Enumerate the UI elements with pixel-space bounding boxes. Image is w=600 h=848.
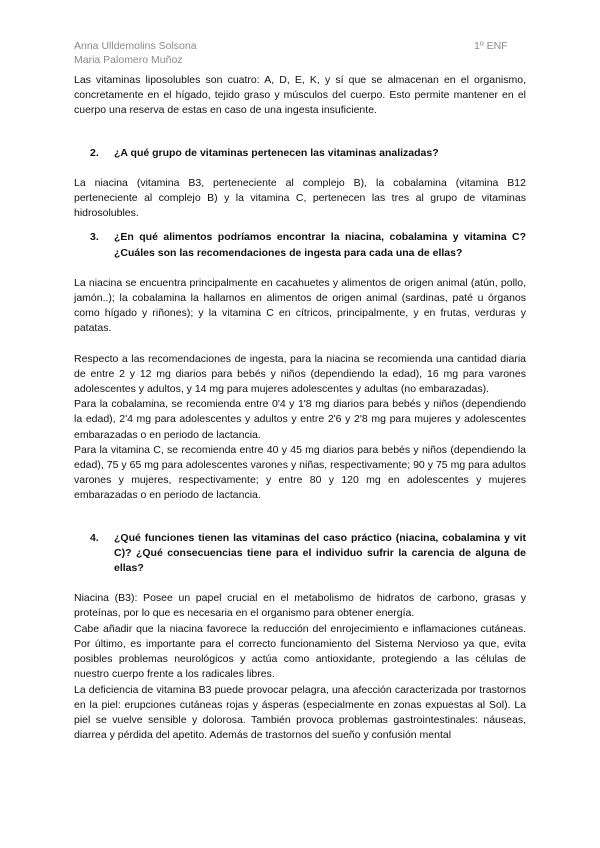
question-number: 3.: [90, 231, 99, 244]
answer-paragraph: Para la cobalamina, se recomienda entre 0'4 y 1'8 mg diarios para bebés y niños (dependiendo la edad), 2'4 mg para adolescentes y adultos y entre 2'6 y 2'8 mg para mujeres y adolescentes embarazadas o en periodo de lactancia.: [74, 398, 526, 441]
question-number: 4.: [90, 531, 99, 544]
answer-paragraph: Cabe añadir que la niacina favorece la reducción del enrojecimiento e inflamaciones cutáneas. Por último, es importante para el correcto funcionamiento del Sistema Nervioso ya que, evita posibles problemas neurológicos y actúa como antioxidante, protegiendo a las células de nuestro cuerpo frente a los radicales libres.: [74, 622, 526, 681]
author-name: Maria Palomero Muñoz: [74, 54, 183, 66]
question-text: ¿A qué grupo de vitaminas pertenecen las vitaminas analizadas?: [114, 146, 439, 159]
answer-paragraph: Niacina (B3): Posee un papel crucial en el metabolismo de hidratos de carbono, grasas y proteínas, por lo que es necesaria en el organismo para obtener energía.: [74, 592, 526, 620]
question-number: 2.: [90, 146, 99, 159]
author-name: Anna Ulldemolins Solsona: [74, 40, 197, 52]
document-body: [74, 73, 526, 743]
header-authors: [74, 39, 197, 67]
intro-paragraph: Las vitaminas liposolubles son cuatro: A, D, E, K, y sí que se almacenan en el organismo, concretamente en el hígado, tejido graso y músculos del cuerpo. Esto permite mantener en el cuerpo una reserva de estas en caso de una ingesta insuficiente.: [74, 74, 526, 117]
header-class-code: 1º ENF: [474, 40, 508, 52]
question-2: [74, 146, 526, 161]
answer-paragraph: Respecto a las recomendaciones de ingesta, para la niacina se recomienda una cantidad diaria de entre 2 y 12 mg diarios para bebés y niños (dependiendo la edad), 16 mg para varones adolescentes y adultos, y 14 mg para mujeres adolescentes y adultas (no embarazadas).: [74, 352, 526, 396]
answer-paragraph: La deficiencia de vitamina B3 puede provocar pelagra, una afección caracterizada por trastornos en la piel: erupciones cutáneas rojas y ásperas (especialmente en zonas expuestas al Sol). La piel se vuelve sensible y dolorosa. También provoca problemas gastrointestinales: náuseas, diarrea y pérdida del apetito. Además de trastornos del sueño y confusión mental: [74, 683, 526, 742]
question-text: ¿En qué alimentos podríamos encontrar la niacina, cobalamina y vitamina C? ¿Cuáles son las recomendaciones de ingesta para cada una de ellas?: [114, 231, 526, 259]
question-3: [74, 230, 526, 260]
answer-paragraph: La niacina (vitamina B3, perteneciente al complejo B), la cobalamina (vitamina B12 perteneciente al complejo B) y la vitamina C, pertenecen las tres al grupo de vitaminas hidrosolubles.: [74, 176, 526, 220]
question-text: ¿Qué funciones tienen las vitaminas del caso práctico (niacina, cobalamina y vit C)? ¿Qué consecuencias tiene para el individuo sufrir la carencia de alguna de ellas?: [114, 531, 526, 575]
question-4: [74, 531, 526, 577]
answer-paragraph: Para la vitamina C, se recomienda entre 40 y 45 mg diarios para bebés y niños (dependiendo la edad), 75 y 65 mg para adolescentes varones y niñas, respectivamente; 90 y 75 mg para adultos varones y mujeres, respectivamente; y entre 80 y 120 mg en adolescentes y mujeres embarazadas o en periodo de lactancia.: [74, 443, 526, 502]
answer-paragraph: La niacina se encuentra principalmente en cacahuetes y alimentos de origen animal (atún, pollo, jamón..); la cobalamina la hallamos en alimentos de origen animal (sardinas, paté u órganos como hígado y riñones); y la vitamina C en cítricos, principalmente, y en frutas, verduras y patatas.: [74, 276, 526, 335]
